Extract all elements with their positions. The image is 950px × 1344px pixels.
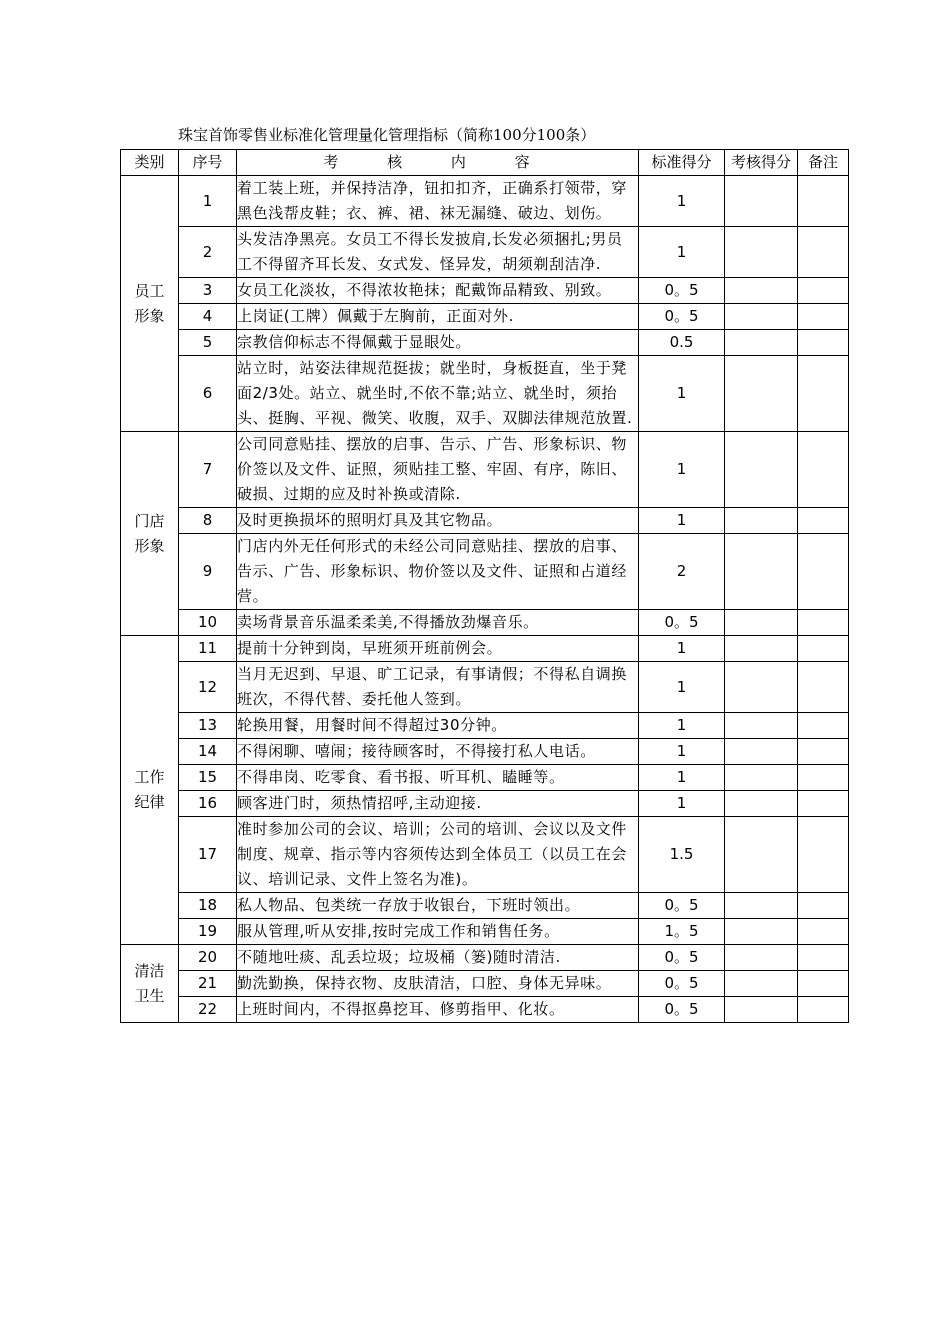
table-row xyxy=(121,765,849,791)
table-row xyxy=(121,739,849,765)
table-row xyxy=(121,791,849,817)
row-number: 17 xyxy=(179,817,237,893)
row-content: 顾客进门时，须热情招呼,主动迎接. xyxy=(237,791,639,817)
header-row xyxy=(121,150,849,176)
row-assessment-score xyxy=(725,739,798,765)
row-assessment-score xyxy=(725,278,798,304)
row-number: 2 xyxy=(179,227,237,278)
row-number: 8 xyxy=(179,508,237,534)
row-assessment-score xyxy=(725,610,798,636)
row-standard-score: 0。5 xyxy=(639,893,725,919)
table-row xyxy=(121,508,849,534)
row-content: 当月无迟到、早退、旷工记录，有事请假；不得私自调换班次，不得代替、委托他人签到。 xyxy=(237,662,639,713)
table-row xyxy=(121,971,849,997)
row-assessment-score xyxy=(725,893,798,919)
row-number: 13 xyxy=(179,713,237,739)
row-number: 14 xyxy=(179,739,237,765)
row-standard-score: 2 xyxy=(639,534,725,610)
row-content: 准时参加公司的会议、培训；公司的培训、会议以及文件制度、规章、指示等内容须传达到全体员工（以员工在会议、培训记录、文件上签名为准)。 xyxy=(237,817,639,893)
row-assessment-score xyxy=(725,945,798,971)
category-cell xyxy=(121,636,179,945)
row-assessment-score xyxy=(725,534,798,610)
row-assessment-score xyxy=(725,227,798,278)
row-standard-score: 1.5 xyxy=(639,817,725,893)
row-assessment-score xyxy=(725,791,798,817)
table-row xyxy=(121,997,849,1023)
row-number: 18 xyxy=(179,893,237,919)
row-number: 16 xyxy=(179,791,237,817)
row-number: 5 xyxy=(179,330,237,356)
row-remarks xyxy=(798,610,849,636)
row-content: 站立时，站姿法律规范挺拔；就坐时，身板挺直，坐于凳面2/3处。站立、就坐时,不依不靠;站立、就坐时，须抬头、挺胸、平视、微笑、收腹，双手、双脚法律规范放置. xyxy=(237,356,639,432)
row-content: 不得闲聊、嘻闹；接待顾客时，不得接打私人电话。 xyxy=(237,739,639,765)
row-assessment-score xyxy=(725,432,798,508)
row-remarks xyxy=(798,534,849,610)
row-standard-score: 0。5 xyxy=(639,945,725,971)
header-content: 考 核 内 容 xyxy=(237,150,639,176)
row-content: 宗教信仰标志不得佩戴于显眼处。 xyxy=(237,330,639,356)
row-content: 公司同意贴挂、摆放的启事、告示、广告、形象标识、物价签以及文件、证照，须贴挂工整、牢固、有序，陈旧、破损、过期的应及时补换或清除. xyxy=(237,432,639,508)
assessment-table xyxy=(120,149,849,1023)
row-standard-score: 1 xyxy=(639,432,725,508)
row-remarks xyxy=(798,432,849,508)
row-number: 4 xyxy=(179,304,237,330)
row-content: 头发洁净黑亮。女员工不得长发披肩,长发必须捆扎;男员工不得留齐耳长发、女式发、怪异发，胡须剃刮洁净. xyxy=(237,227,639,278)
row-remarks xyxy=(798,971,849,997)
table-row xyxy=(121,176,849,227)
row-standard-score: 1 xyxy=(639,227,725,278)
row-number: 6 xyxy=(179,356,237,432)
table-row xyxy=(121,817,849,893)
table-row xyxy=(121,304,849,330)
row-number: 22 xyxy=(179,997,237,1023)
row-content: 私人物品、包类统一存放于收银台，下班时领出。 xyxy=(237,893,639,919)
row-remarks xyxy=(798,176,849,227)
row-standard-score: 0。5 xyxy=(639,997,725,1023)
row-standard-score: 1 xyxy=(639,662,725,713)
row-standard-score: 0。5 xyxy=(639,971,725,997)
category-label: 员工形象 xyxy=(134,281,165,325)
table-row xyxy=(121,713,849,739)
row-standard-score: 1 xyxy=(639,739,725,765)
row-standard-score: 1 xyxy=(639,508,725,534)
row-remarks xyxy=(798,893,849,919)
category-label: 门店形象 xyxy=(134,511,165,555)
row-remarks xyxy=(798,945,849,971)
table-row xyxy=(121,432,849,508)
header-number: 序号 xyxy=(179,150,237,176)
row-standard-score: 0。5 xyxy=(639,610,725,636)
row-remarks xyxy=(798,765,849,791)
row-content: 女员工化淡妆，不得浓妆艳抹；配戴饰品精致、别致。 xyxy=(237,278,639,304)
row-remarks xyxy=(798,919,849,945)
row-standard-score: 1 xyxy=(639,713,725,739)
row-remarks xyxy=(798,997,849,1023)
row-content: 不得串岗、吃零食、看书报、听耳机、瞌睡等。 xyxy=(237,765,639,791)
row-assessment-score xyxy=(725,713,798,739)
row-remarks xyxy=(798,713,849,739)
row-remarks xyxy=(798,817,849,893)
row-assessment-score xyxy=(725,765,798,791)
row-standard-score: 1 xyxy=(639,791,725,817)
table-row xyxy=(121,945,849,971)
row-content: 上班时间内，不得抠鼻挖耳、修剪指甲、化妆。 xyxy=(237,997,639,1023)
row-standard-score: 1 xyxy=(639,765,725,791)
row-standard-score: 1 xyxy=(639,176,725,227)
row-content: 着工装上班，并保持洁净，钮扣扣齐，正确系打领带，穿黑色浅帮皮鞋；衣、裤、裙、袜无漏缝、破边、划伤。 xyxy=(237,176,639,227)
row-remarks xyxy=(798,227,849,278)
row-remarks xyxy=(798,791,849,817)
row-number: 9 xyxy=(179,534,237,610)
row-remarks xyxy=(798,739,849,765)
table-row xyxy=(121,534,849,610)
row-remarks xyxy=(798,330,849,356)
header-standard-score: 标准得分 xyxy=(639,150,725,176)
row-standard-score: 0。5 xyxy=(639,304,725,330)
row-standard-score: 0。5 xyxy=(639,278,725,304)
row-assessment-score xyxy=(725,636,798,662)
row-assessment-score xyxy=(725,919,798,945)
row-number: 3 xyxy=(179,278,237,304)
row-content: 及时更换损坏的照明灯具及其它物品。 xyxy=(237,508,639,534)
row-remarks xyxy=(798,662,849,713)
header-remarks: 备注 xyxy=(798,150,849,176)
row-assessment-score xyxy=(725,817,798,893)
row-number: 12 xyxy=(179,662,237,713)
table-row xyxy=(121,919,849,945)
row-assessment-score xyxy=(725,971,798,997)
row-standard-score: 1 xyxy=(639,356,725,432)
category-cell xyxy=(121,432,179,636)
row-content: 上岗证(工牌）佩戴于左胸前，正面对外. xyxy=(237,304,639,330)
row-number: 21 xyxy=(179,971,237,997)
row-remarks xyxy=(798,278,849,304)
row-content: 服从管理,听从安排,按时完成工作和销售任务。 xyxy=(237,919,639,945)
category-label: 工作纪律 xyxy=(134,768,165,811)
category-cell xyxy=(121,176,179,432)
table-row xyxy=(121,893,849,919)
row-assessment-score xyxy=(725,176,798,227)
row-standard-score: 0.5 xyxy=(639,330,725,356)
row-remarks xyxy=(798,636,849,662)
row-remarks xyxy=(798,356,849,432)
table-row xyxy=(121,356,849,432)
table-row xyxy=(121,278,849,304)
row-standard-score: 1。5 xyxy=(639,919,725,945)
document-title: 珠宝首饰零售业标准化管理量化管理指标（简称100分100条） xyxy=(178,126,596,144)
row-content: 卖场背景音乐温柔柔美,不得播放劲爆音乐。 xyxy=(237,610,639,636)
row-number: 15 xyxy=(179,765,237,791)
row-number: 10 xyxy=(179,610,237,636)
row-number: 7 xyxy=(179,432,237,508)
row-assessment-score xyxy=(725,662,798,713)
table-row xyxy=(121,610,849,636)
row-content: 提前十分钟到岗，早班须开班前例会。 xyxy=(237,636,639,662)
row-assessment-score xyxy=(725,508,798,534)
table-row xyxy=(121,330,849,356)
table-row xyxy=(121,227,849,278)
row-assessment-score xyxy=(725,304,798,330)
row-content: 勤洗勤换，保持衣物、皮肤清洁，口腔、身体无异味。 xyxy=(237,971,639,997)
table-row xyxy=(121,636,849,662)
row-assessment-score xyxy=(725,997,798,1023)
row-content: 轮换用餐，用餐时间不得超过30分钟。 xyxy=(237,713,639,739)
row-remarks xyxy=(798,304,849,330)
header-assessment-score: 考核得分 xyxy=(725,150,798,176)
row-content: 不随地吐痰、乱丢垃圾；垃圾桶（篓)随时清洁. xyxy=(237,945,639,971)
row-number: 11 xyxy=(179,636,237,662)
category-cell xyxy=(121,945,179,1023)
row-assessment-score xyxy=(725,330,798,356)
row-number: 19 xyxy=(179,919,237,945)
row-content: 门店内外无任何形式的未经公司同意贴挂、摆放的启事、告示、广告、形象标识、物价签以及文件、证照和占道经营。 xyxy=(237,534,639,610)
header-category: 类别 xyxy=(121,150,179,176)
row-number: 20 xyxy=(179,945,237,971)
row-number: 1 xyxy=(179,176,237,227)
table-row xyxy=(121,662,849,713)
row-remarks xyxy=(798,508,849,534)
row-assessment-score xyxy=(725,356,798,432)
category-label: 清洁卫生 xyxy=(134,961,165,1005)
row-standard-score: 1 xyxy=(639,636,725,662)
